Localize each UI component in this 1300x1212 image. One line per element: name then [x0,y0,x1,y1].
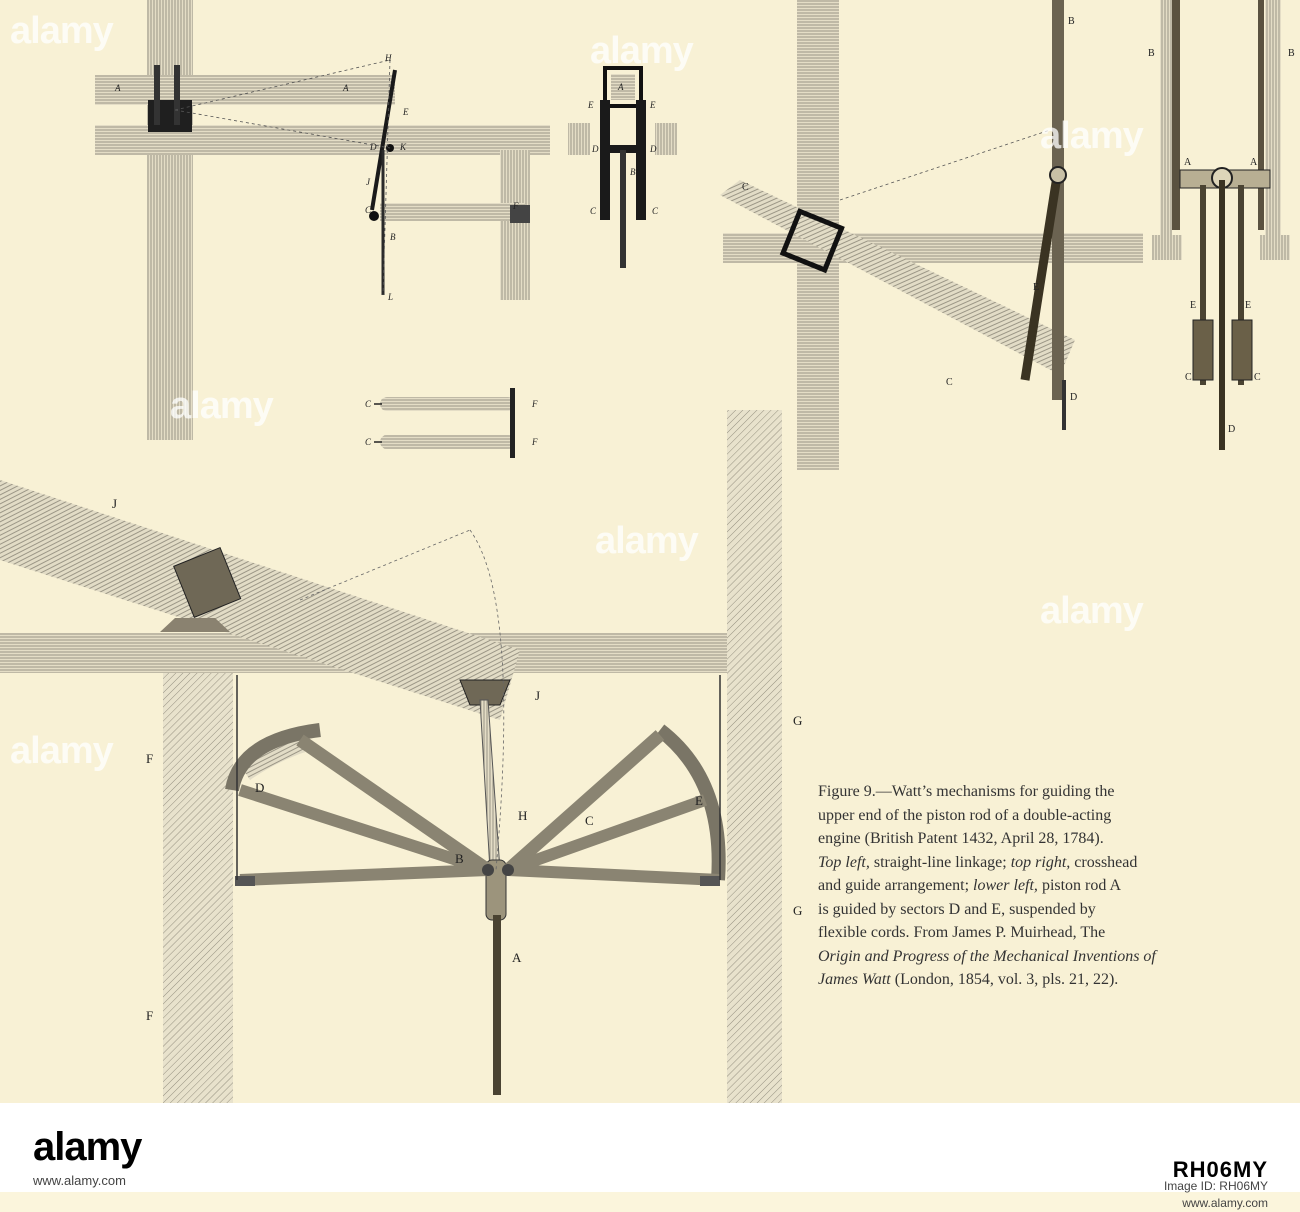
pin [510,388,515,458]
guide-right-dark [1258,0,1264,230]
working-beam-c [720,180,1075,375]
label-e: E [403,107,409,117]
bolt [174,65,180,125]
sector-d-spoke [240,790,488,870]
post-f [163,673,233,1103]
side-link [600,100,610,220]
label-f: F [513,201,519,211]
label-b: B [1148,48,1155,59]
label-e: E [588,100,594,110]
label-b: B [455,851,464,866]
label-g: G [793,713,803,728]
caption-text: and guide arrangement; [818,877,974,894]
label-e: E [1033,282,1040,293]
watermark: alamy [1040,590,1143,632]
image-id-label: Image ID: RH06MY [1163,1179,1268,1193]
caption-line: engine (British Patent 1432, April 28, 1784). [818,830,1104,847]
caption-line [818,851,1300,875]
label-h: H [518,808,528,823]
label-c2: C [365,437,372,447]
radius-rod [380,203,525,221]
piston-rod-d [1219,180,1225,450]
label-d2: D [650,144,657,154]
side-block [568,123,590,155]
label-h: H [385,53,392,63]
footer-url[interactable]: www.alamy.com [33,1173,126,1188]
label-j: J [112,496,118,511]
label-c2: C [652,206,659,216]
label-a2: A [1250,157,1258,168]
side-block [655,123,677,155]
label-c: C [585,813,594,828]
guide-left [1160,0,1172,240]
label-a1: A [115,83,121,93]
caption-line: upper end of the piston rod of a double-acting [818,806,1112,824]
piston-rod [620,150,626,268]
bearing-c [1193,320,1213,380]
label-j: J [366,177,370,187]
label-c: C [365,399,372,409]
caption-text: (London, 1854, vol. 3, pls. 21, 22). [890,971,1119,988]
watermark: alamy [590,30,693,72]
label-f: F [146,751,154,766]
right-post [500,150,530,300]
label-g2: G [793,903,803,918]
caption-line: Figure 9.—Watt’s mechanisms for guiding the [818,783,1115,800]
joint-b [482,864,494,876]
label-d: D [1070,392,1078,403]
figure-caption [818,780,1300,992]
footer-meta [1163,1157,1268,1212]
cord-bar [380,397,515,411]
side-link [636,100,646,220]
label-a: A [1184,157,1192,168]
guide-left-dark [1172,0,1180,230]
label-k: K [400,142,407,152]
alamy-logo[interactable]: alamy [33,1125,142,1169]
post-g [727,410,782,1103]
sector-e-spoke [508,735,660,870]
caption-line [818,968,1300,992]
watermark: alamy [1040,115,1143,157]
cord-anchor [235,876,255,886]
caption-italic: Top left, [818,853,870,871]
caption-text: piston rod A [1037,877,1122,894]
label-b: B [390,232,396,242]
image-id-big: RH06MY [1172,1157,1268,1182]
label-c: C [742,182,749,193]
caption-line: is guided by sectors D and E, suspended by [818,900,1096,918]
sector-d-spoke [240,870,488,880]
lower-left-sectors [0,410,802,1103]
sector-e-spoke [508,870,720,880]
cord-anchor [700,876,720,886]
label-c2: C [946,377,953,388]
label-e2: E [1245,300,1252,311]
working-beam-j [0,480,520,720]
top-left-linkage [95,0,550,440]
beam-a [95,75,395,105]
top-right-end-view [1148,0,1295,450]
label-e2: E [650,100,656,110]
link-h [480,700,500,870]
label-c: C [365,205,372,215]
label-a: A [512,950,522,965]
label-a: A [618,82,624,92]
watermark: alamy [10,730,113,772]
caption-italic: top right, [1010,853,1071,871]
top-left-end-view [568,68,677,268]
piston-rod-a [493,915,501,1095]
caption-line [818,874,1300,898]
joint-c [502,864,514,876]
caption-italic: lower left, [973,877,1038,894]
caption-text: straight-line linkage; [869,853,1011,871]
label-c: C [1185,372,1192,383]
label-e: E [695,793,703,808]
sector-e-spoke [508,800,705,870]
label-a2: A [343,83,349,93]
stock-footer [0,1103,1300,1210]
label-f: F [532,399,538,409]
upright-post [147,0,193,440]
label-f2: F [146,1008,154,1023]
label-b: B [1068,16,1075,27]
label-j2: J [535,688,541,703]
crosshead-pin [1050,167,1066,183]
cord-detail [365,388,538,458]
watermark: alamy [595,520,698,562]
label-d: D [255,780,265,795]
construction-line [840,130,1050,200]
bearing-c [1232,320,1252,380]
label-d: D [370,142,377,152]
label-d: D [592,144,599,154]
caption-italic: Origin and Progress of the Mechanical Inventions of [818,947,1156,965]
base-block [1152,235,1182,260]
caption-line [818,945,1300,969]
cord-bar [380,435,515,449]
guide-right [1265,0,1281,240]
label-f2: F [532,437,538,447]
label-c2: C [1254,372,1261,383]
caption-text: crosshead [1070,853,1138,871]
base-block [1260,235,1290,260]
label-c: C [590,206,597,216]
label-d: D [1228,424,1236,435]
watermark: alamy [170,385,273,427]
label-b: B [630,167,636,177]
top-right-crosshead [720,0,1143,470]
bolt [154,65,160,125]
watermark: alamy [10,10,113,52]
caption-line: flexible cords. From James P. Muirhead, The [818,924,1106,941]
label-l: L [388,292,394,302]
label-b2: B [1288,48,1295,59]
caption-italic: James Watt [818,971,891,988]
label-e: E [1190,300,1197,311]
footer-url-right[interactable]: www.alamy.com [1182,1196,1268,1210]
